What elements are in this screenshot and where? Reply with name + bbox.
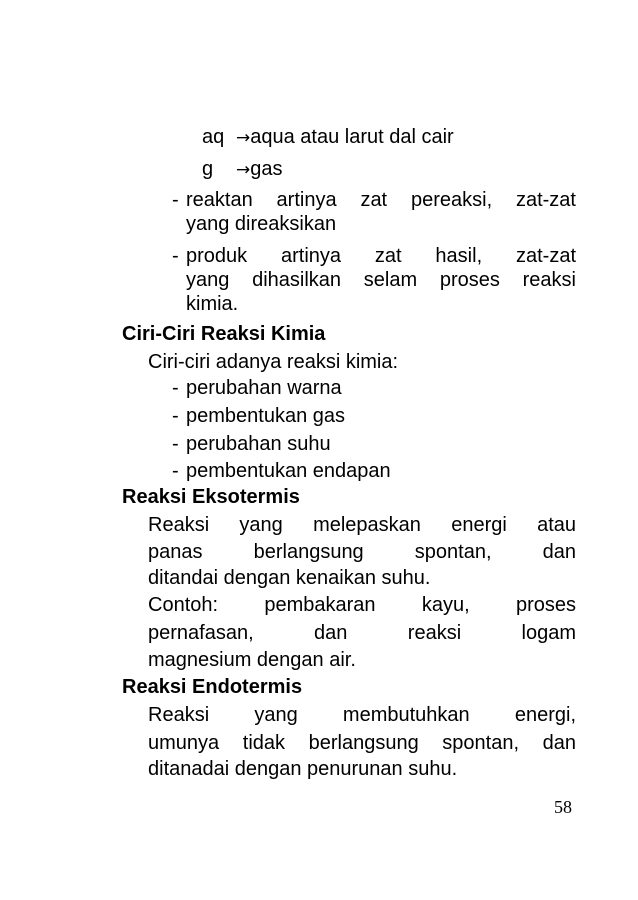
paragraph-line: Reaksi yang melepaskan energi atau [148,514,576,536]
list-item-text: perubahan suhu [186,433,331,455]
section-intro: Ciri-ciri adanya reaksi kimia: [148,351,399,373]
definition-reaktan-cont: yang direaksikan [186,213,337,235]
list-item [172,432,331,456]
page-number: 58 [554,797,572,817]
arrow-icon: → [236,128,251,148]
paragraph-line: pernafasan, dan reaksi logam [148,622,576,644]
definition-produk-cont: kimia. [186,293,239,315]
bullet-dash: - [172,377,179,399]
bullet-dash: - [172,245,179,267]
notation-symbol: aq [202,126,225,148]
definition-produk [172,244,576,268]
paragraph-line: magnesium dengan air. [148,649,356,671]
notation-symbol: g [202,158,214,180]
list-item-text: perubahan warna [186,377,342,399]
section-heading-eksotermis: Reaksi Eksotermis [122,486,300,508]
list-item-text: pembentukan gas [186,405,346,427]
notation-g [202,157,283,182]
section-heading-ciri: Ciri-Ciri Reaksi Kimia [122,323,326,345]
notation-aq [202,125,454,150]
paragraph-line: ditanadai dengan penurunan suhu. [148,758,458,780]
bullet-dash: - [172,433,179,455]
list-item [172,459,391,483]
list-item [172,376,342,400]
list-item-text: pembentukan endapan [186,460,391,482]
definition-text: reaktan artinya zat pereaksi, zat-zat [186,189,576,211]
paragraph-line: panas berlangsung spontan, dan [148,541,576,563]
section-heading-endotermis: Reaksi Endotermis [122,676,303,698]
bullet-dash: - [172,189,179,211]
bullet-dash: - [172,405,179,427]
definition-reaktan [172,188,576,212]
notation-meaning: aqua atau larut dal cair [250,126,454,148]
bullet-dash: - [172,460,179,482]
definition-produk-cont: yang dihasilkan selam proses reaksi [186,269,576,291]
list-item [172,404,345,428]
arrow-icon: → [236,160,251,180]
paragraph-line: Contoh: pembakaran kayu, proses [148,594,576,616]
paragraph-line: umunya tidak berlangsung spontan, dan [148,732,576,754]
paragraph-line: ditandai dengan kenaikan suhu. [148,567,431,589]
definition-text: produk artinya zat hasil, zat-zat [186,245,576,267]
paragraph-line: Reaksi yang membutuhkan energi, [148,704,576,726]
notation-meaning: gas [250,158,283,180]
